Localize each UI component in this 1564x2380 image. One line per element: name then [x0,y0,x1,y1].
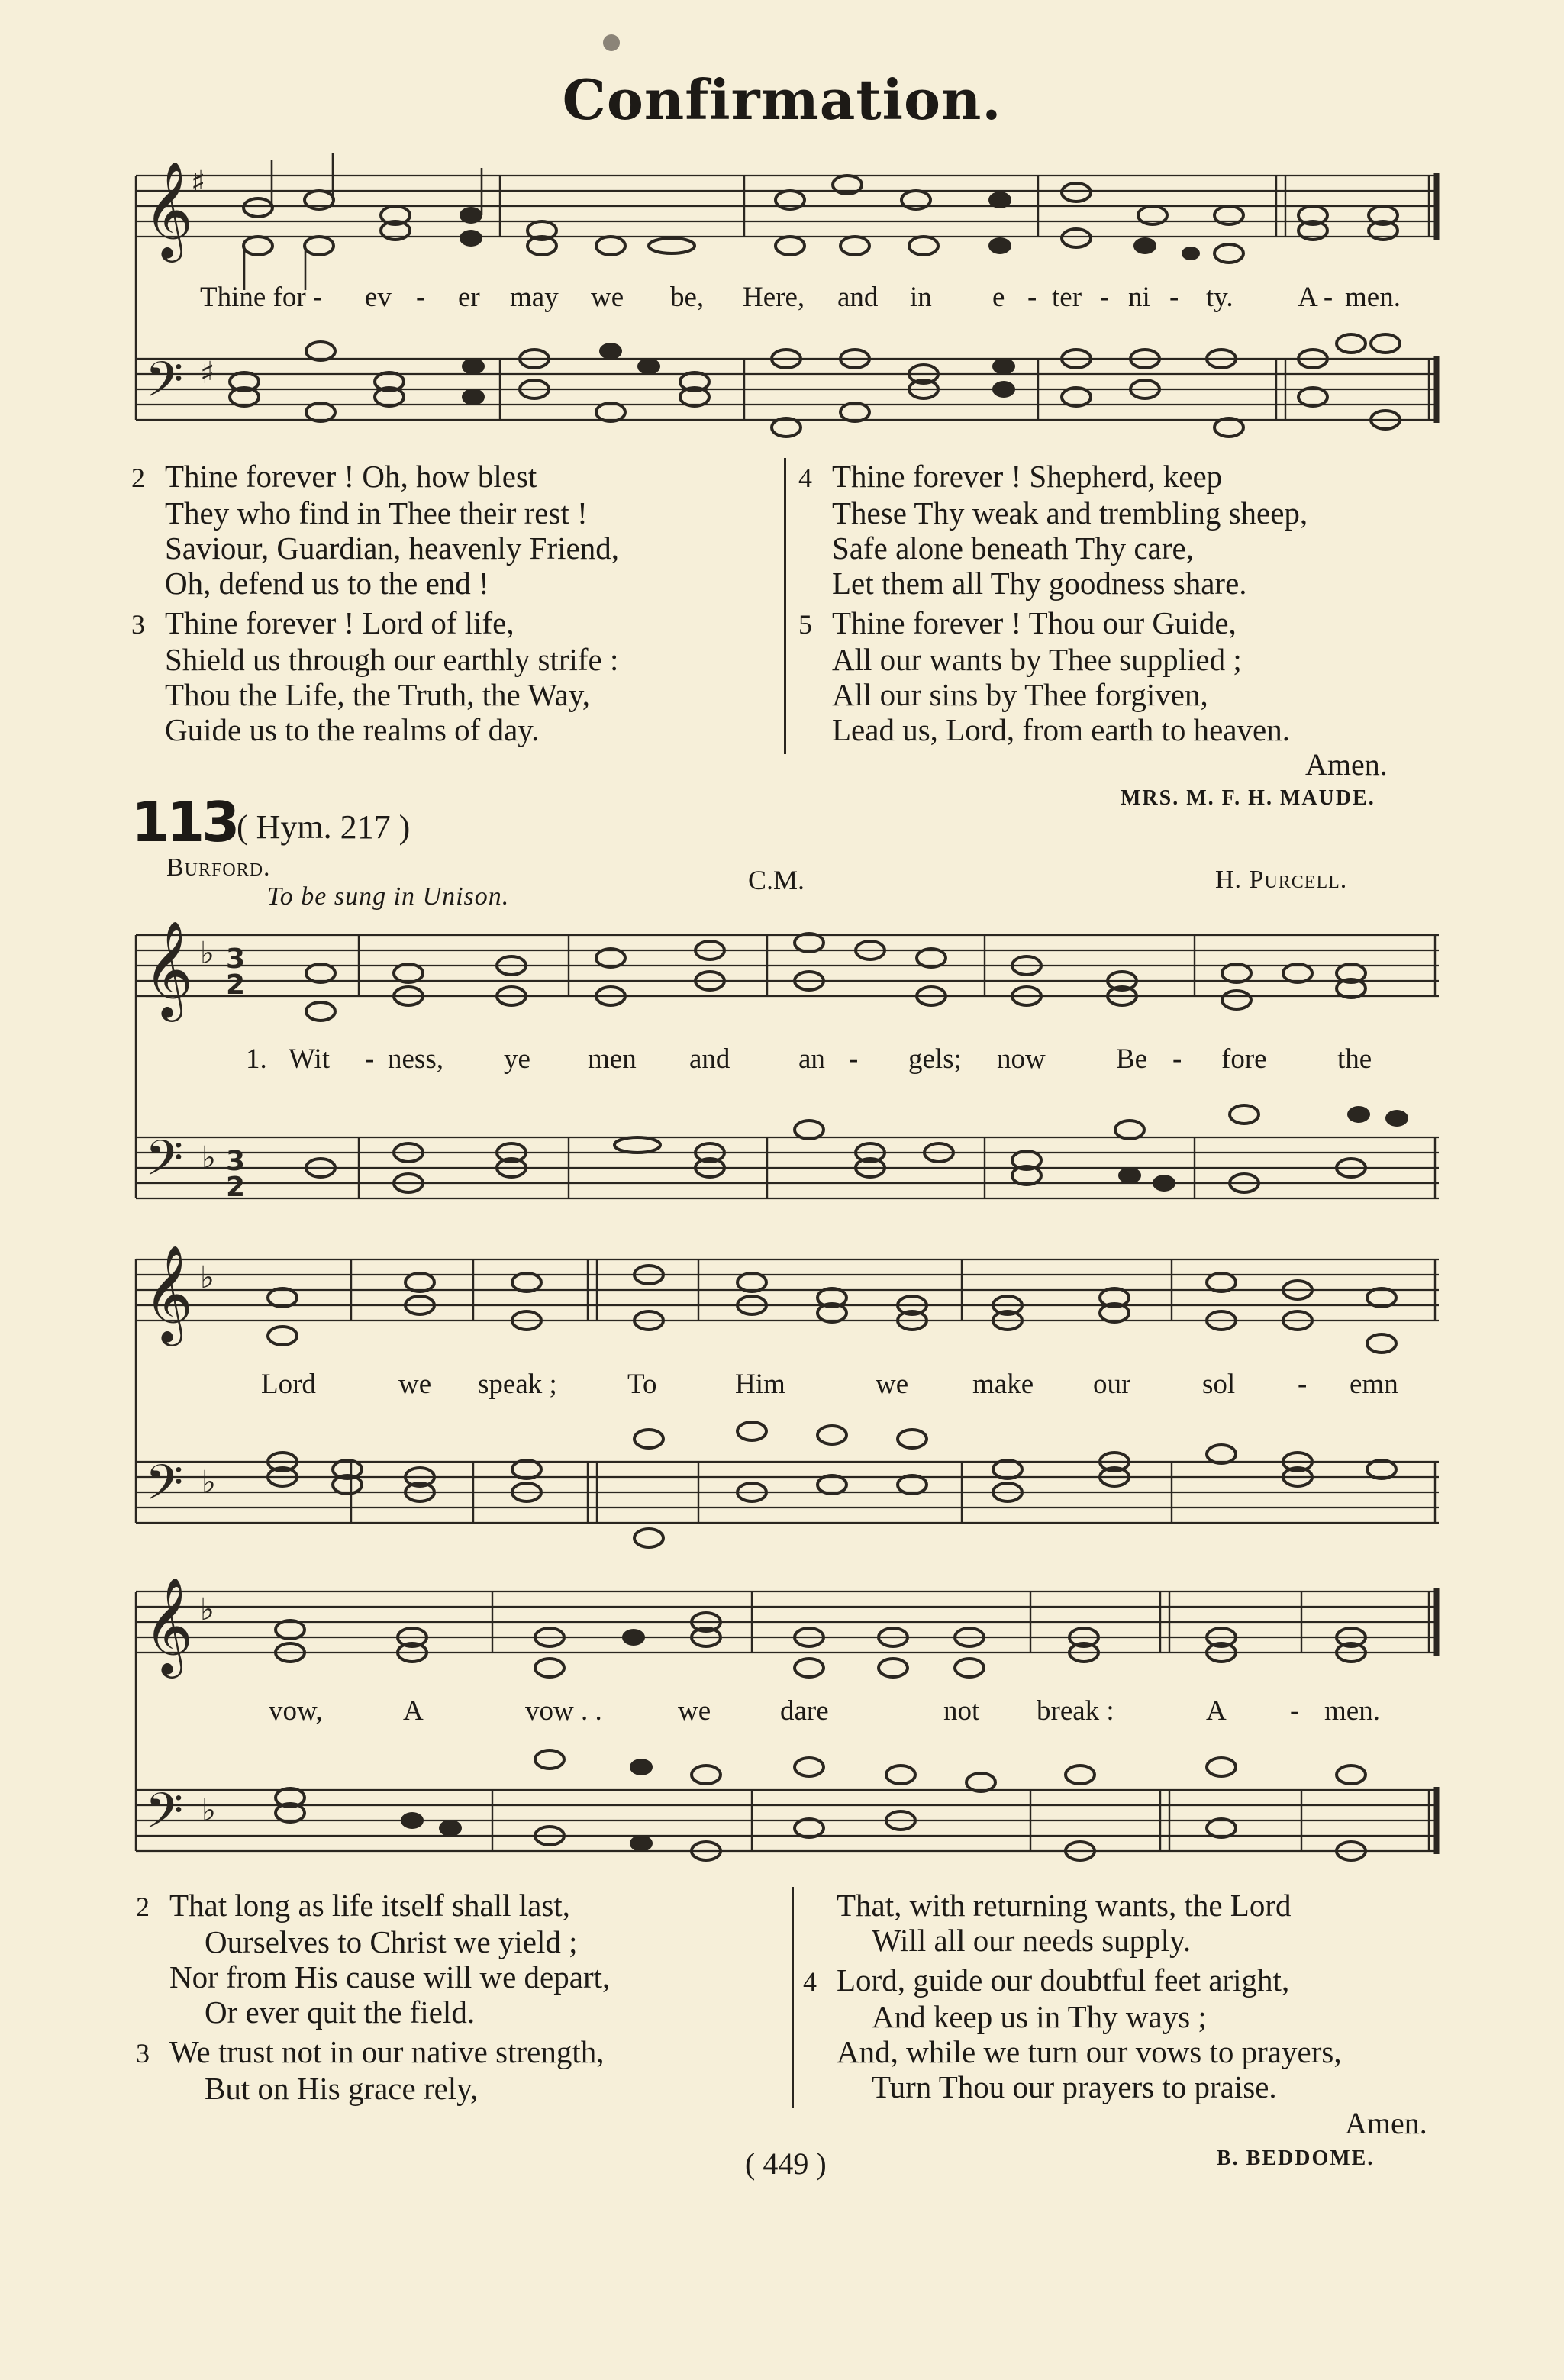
lyric-syllable: - [1100,282,1110,313]
hymn113-verses-left [136,1888,610,2106]
svg-text:♭: ♭ [200,936,214,971]
hymn113-verses-right [803,1888,1342,2104]
lyric-syllable: men. [1345,282,1401,313]
verse-line: These Thy weak and trembling sheep, [832,495,1308,531]
svg-text:2: 2 [226,1172,246,1203]
lyric-syllable: in [910,282,932,313]
lyric-syllable: ev [365,282,392,313]
verse-3 [131,605,619,747]
lyric-syllable: break : [1037,1695,1114,1727]
verse-number: 3 [136,2038,150,2069]
svg-text:♭: ♭ [200,1592,214,1627]
lyric-syllable: To [627,1369,657,1400]
tune-name: Burford. [166,853,271,882]
lyric-syllable: - [1169,282,1179,313]
lyric-syllable: er [458,282,480,313]
lyric-syllable: make [972,1369,1034,1400]
lyric-syllable: e [992,282,1005,313]
svg-text:𝄞: 𝄞 [144,1244,194,1342]
verse-line: Thine forever ! Shepherd, keep [832,459,1223,494]
verse-line: Safe alone beneath Thy care, [832,531,1194,566]
lyric-syllable: now [997,1043,1046,1075]
lyric-syllable: A [403,1695,424,1727]
section-title: Confirmation. [562,67,1002,132]
verse-line: Shield us through our earthly strife : [165,642,619,677]
hymnal-reference: ( Hym. 217 ) [237,808,411,846]
lyric-syllable: - [365,1043,375,1075]
column-divider [792,1887,794,2108]
lyric-syllable: we [591,282,624,313]
verse-number: 2 [136,1891,150,1922]
svg-text:𝄢: 𝄢 [145,1130,184,1199]
verse-line: Ourselves to Christ we yield ; [205,1924,578,1959]
verse-line: That, with returning wants, the Lord [837,1888,1292,1923]
lyric-syllable: men [588,1043,637,1075]
svg-text:3: 3 [226,943,246,975]
lyric-syllable: ty. [1206,282,1233,313]
verse-3 [136,2034,610,2106]
lyric-syllable: A - [1298,282,1333,313]
lyric-syllable: Wit [289,1043,331,1075]
lyric-syllable: - [1172,1043,1182,1075]
svg-text:2: 2 [226,969,246,1001]
verse-line: Guide us to the realms of day. [165,712,540,747]
verse-line: Oh, defend us to the end ! [165,566,489,601]
page-number: ( 449 ) [745,2146,827,2181]
lyric-syllable: we [876,1369,909,1400]
lyric-syllable: ter [1052,282,1082,313]
lyric-syllable: speak ; [478,1369,557,1400]
verse-line: And, while we turn our vows to prayers, [837,2034,1342,2069]
lyric-syllable: and [837,282,879,313]
verse-line: That long as life itself shall last, [169,1888,570,1923]
lyric-syllable: may [510,282,559,313]
lyric-syllable: - [416,282,426,313]
verse-line: Let them all Thy goodness share. [832,566,1247,601]
verse-2 [136,1888,610,2030]
verse-4 [803,1962,1342,2104]
lyric-syllable: we [398,1369,432,1400]
verse-line: Nor from His cause will we depart, [169,1959,611,1995]
verse-line: Will all our needs supply. [872,1923,1192,1958]
verse-line: Thine forever ! Thou our Guide, [832,605,1237,640]
lyric-syllable: the [1337,1043,1372,1075]
lyric-syllable: our [1093,1369,1131,1400]
lyric-syllable: Thine for - [200,282,323,313]
verse-line: Thou the Life, the Truth, the Way, [165,677,590,712]
lyric-syllable: A [1206,1695,1227,1727]
verse-2 [131,459,619,601]
svg-text:♯: ♯ [200,356,215,391]
lyric-syllable: 1. [246,1043,267,1075]
lyric-syllable: sol [1202,1369,1236,1400]
svg-text:𝄢: 𝄢 [145,1455,184,1524]
verse-line: They who find in Thee their rest ! [165,495,588,531]
lyric-syllable: Here, [743,282,805,313]
hymn113-author: B. BEDDOME. [1217,2146,1375,2170]
verse-number: 4 [798,463,812,493]
verse-number: 2 [131,463,145,493]
composer: H. Purcell. [1215,866,1348,894]
verse-4 [798,459,1308,601]
verse-line: Saviour, Guardian, heavenly Friend, [165,531,619,566]
hymn112-amen: Amen. [1305,747,1388,782]
lyric-syllable: Him [735,1369,785,1400]
verse-line: And keep us in Thy ways ; [872,1999,1207,2034]
lyric-syllable: ni [1128,282,1150,313]
verse-line: Thine forever ! Oh, how blest [165,459,537,494]
verse-line: Lord, guide our doubtful feet aright, [837,1962,1290,1998]
lyric-syllable: men. [1324,1695,1380,1727]
svg-text:♯: ♯ [191,165,206,200]
svg-text:♭: ♭ [202,1793,216,1828]
lyric-syllable: we [678,1695,711,1727]
verse-line: Turn Thou our prayers to praise. [872,2069,1277,2104]
hymn113-amen: Amen. [1345,2106,1427,2140]
hymn112-bass-staff [136,359,1439,420]
lyric-syllable: - [1027,282,1037,313]
hymn112-verses-right [798,459,1308,747]
verse-line: All our sins by Thee forgiven, [832,677,1208,712]
verse-number: 3 [131,609,145,640]
svg-text:𝄢: 𝄢 [145,1783,184,1852]
verse-line: Lead us, Lord, from earth to heaven. [832,712,1290,747]
verse-number: 5 [798,609,812,640]
verse-line: All our wants by Thee supplied ; [832,642,1242,677]
lyric-syllable: - [849,1043,859,1075]
lyric-syllable: an [798,1043,825,1075]
verse-3-continued [803,1888,1342,1958]
verse-line: Or ever quit the field. [205,1995,476,2030]
performance-instruction: To be sung in Unison. [267,882,510,911]
lyric-syllable: ness, [388,1043,443,1075]
lyric-syllable: dare [780,1695,829,1727]
print-smudge [603,34,620,51]
svg-text:♭: ♭ [202,1465,216,1500]
verse-line: We trust not in our native strength, [169,2034,605,2069]
verse-line: Thine forever ! Lord of life, [165,605,514,640]
lyric-syllable: be, [670,282,705,313]
hymn112-author: MRS. M. F. H. MAUDE. [1121,786,1375,810]
svg-text:3: 3 [226,1146,246,1177]
lyric-syllable: Be [1116,1043,1148,1075]
meter: C.M. [748,865,805,895]
svg-text:𝄢: 𝄢 [145,352,184,421]
hymn112-treble-staff [136,176,1439,237]
verse-number: 4 [803,1966,817,1997]
lyric-syllable: vow . . [525,1695,602,1727]
lyric-syllable: gels; [908,1043,962,1075]
hymn-number: 113 [131,790,237,854]
lyric-syllable: - [1290,1695,1300,1727]
verse-line: But on His grace rely, [205,2071,479,2106]
lyric-syllable: fore [1221,1043,1267,1075]
hymn112-verses-left [131,459,619,747]
lyric-syllable: emn [1350,1369,1398,1400]
lyric-syllable: Lord [261,1369,316,1400]
svg-text:𝄞: 𝄞 [144,920,194,1017]
lyric-syllable: and [689,1043,730,1075]
column-divider [784,458,786,754]
lyric-syllable: not [943,1695,980,1727]
svg-text:𝄞: 𝄞 [144,160,194,258]
svg-text:♭: ♭ [200,1260,214,1295]
svg-text:𝄞: 𝄞 [144,1576,194,1674]
lyric-syllable: vow, [269,1695,323,1727]
verse-5 [798,605,1308,747]
lyric-syllable: ye [504,1043,530,1075]
lyric-syllable: - [1298,1369,1308,1400]
svg-text:♭: ♭ [202,1140,216,1175]
